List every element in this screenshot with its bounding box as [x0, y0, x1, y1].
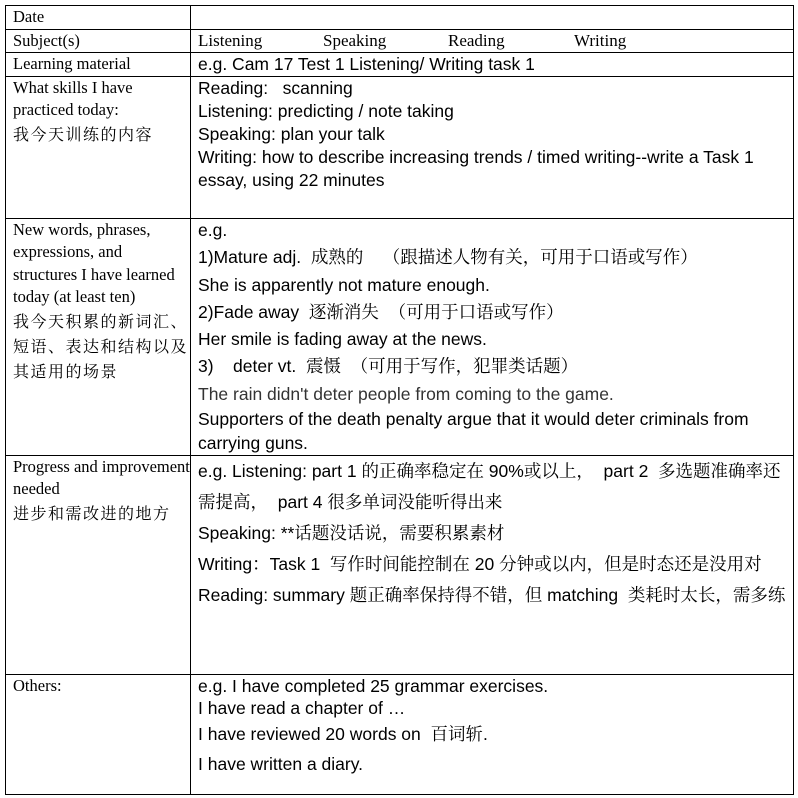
others-reviewed: I have reviewed 20 words on 百词斩. — [198, 723, 488, 744]
vocab-label-cell — [6, 218, 191, 455]
progress-speaking: Speaking: **话题没话说，需要积累素材 — [198, 522, 505, 543]
study-log-table — [5, 5, 794, 795]
vocab-fade-example: Her smile is fading away at the news. — [198, 328, 487, 349]
skill-speaking: Speaking: plan your talk — [198, 123, 385, 144]
others-read: I have read a chapter of … — [198, 697, 406, 718]
vocab-deter: 3) deter vt. 震慑 （可用于写作，犯罪类话题） — [198, 355, 579, 376]
skills-label-zh: 我今天训练的内容 — [13, 124, 154, 144]
row-vocab — [6, 218, 794, 455]
others-content[interactable] — [191, 674, 794, 795]
subjects-options — [191, 29, 794, 53]
date-value[interactable] — [191, 6, 794, 30]
skills-label-cell — [6, 76, 191, 218]
vocab-label: New words, phrases, expressions, and structures I have learned today (at least ten) — [13, 219, 175, 306]
progress-listening: e.g. Listening: part 1 的正确率稳定在 90%或以上， part 2 多选题准确率还需提高， part 4 很多单词没能听得出来 — [198, 460, 781, 512]
material-value[interactable]: e.g. Cam 17 Test 1 Listening/ Writing task 1 — [191, 53, 794, 77]
vocab-deter-example-1: The rain didn't deter people from coming to the game. — [198, 383, 614, 404]
progress-reading: Reading: summary 题正确率保持得不错，但 matching 类耗时太长，需多练 — [198, 584, 786, 605]
subject-listening[interactable]: Listening — [198, 30, 263, 50]
vocab-fade-away: 2)Fade away 逐渐消失 （可用于口语或写作） — [198, 301, 564, 322]
others-diary: I have written a diary. — [198, 753, 364, 774]
row-subjects — [6, 29, 794, 53]
row-others — [6, 674, 794, 795]
skill-writing: Writing: how to describe increasing trends / timed writing--write a Task 1 essay, using 22 minutes — [198, 146, 754, 190]
row-skills — [6, 76, 794, 218]
vocab-label-zh: 我今天积累的新词汇、短语、表达和结构以及其适用的场景 — [13, 311, 189, 381]
subject-writing[interactable]: Writing — [574, 30, 627, 50]
subjects-label: Subject(s) — [6, 29, 191, 53]
subject-reading[interactable]: Reading — [448, 30, 505, 50]
others-grammar: e.g. I have completed 25 grammar exercises. — [198, 675, 549, 696]
vocab-mature: 1)Mature adj. 成熟的 （跟描述人物有关，可用于口语或写作） — [198, 246, 698, 267]
vocab-deter-example-2: Supporters of the death penalty argue that it would deter criminals from carrying guns. — [198, 408, 749, 453]
vocab-eg: e.g. — [198, 219, 228, 240]
vocab-mature-example: She is apparently not mature enough. — [198, 274, 490, 295]
skill-reading: Reading: scanning — [198, 77, 353, 98]
progress-writing: Writing：Task 1 写作时间能控制在 20 分钟或以内，但是时态还是没用对 — [198, 553, 762, 574]
row-material — [6, 53, 794, 77]
skills-content[interactable] — [191, 76, 794, 218]
others-label: Others: — [6, 674, 191, 795]
progress-label-cell — [6, 455, 191, 674]
skill-listening: Listening: predicting / note taking — [198, 100, 454, 121]
row-progress — [6, 455, 794, 674]
progress-label: Progress and improvement needed — [13, 456, 190, 498]
subject-speaking[interactable]: Speaking — [323, 30, 387, 50]
progress-label-zh: 进步和需改进的地方 — [13, 503, 171, 523]
skills-label: What skills I have practiced today: — [13, 77, 133, 119]
progress-content[interactable] — [191, 455, 794, 674]
material-label: Learning material — [6, 53, 191, 77]
row-date — [6, 6, 794, 30]
date-label: Date — [6, 6, 191, 30]
vocab-content[interactable] — [191, 218, 794, 455]
